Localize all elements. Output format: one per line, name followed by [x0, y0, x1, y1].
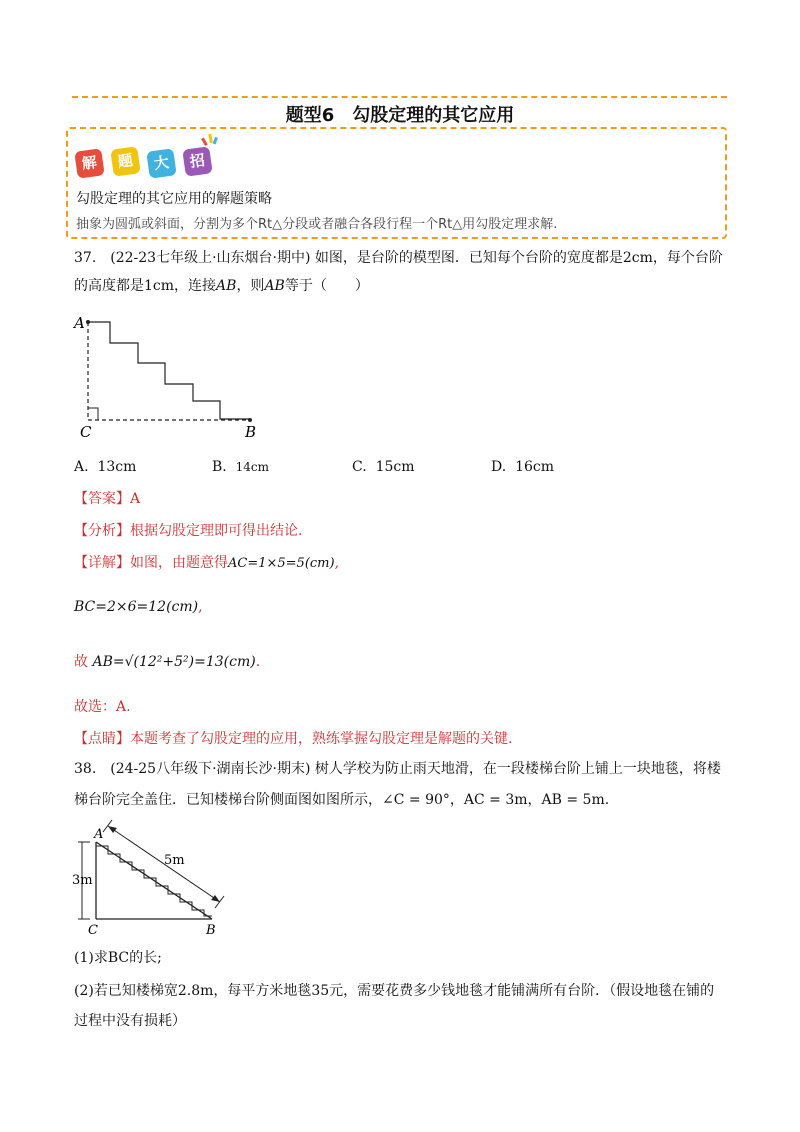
q38-part2-line2: 过程中没有损耗）: [74, 1013, 186, 1029]
q38-part2-line1: (2)若已知楼梯宽2.8m，每平方米地毯35元，需要花费多少钱地毯才能铺满所有台阶．（假设地毯在铺的: [74, 983, 715, 999]
label-b: B: [245, 423, 257, 440]
sparkle-icon: [200, 128, 220, 148]
section-title: 题型6 勾股定理的其它应用: [285, 105, 515, 126]
label-a: A: [74, 314, 85, 332]
q37-line2-mid: ，则: [236, 278, 265, 294]
stair-outline: [88, 322, 250, 419]
q37-stem-line1: 37. (22-23七年级上·山东烟台·期中) 如图，是台阶的模型图．已知每个台阶的宽度都是2cm，每个台阶: [74, 250, 723, 266]
q37-comment: 【点睛】本题考查了勾股定理的应用，熟练掌握勾股定理是解题的关键.: [74, 731, 513, 747]
badge-jie: 解: [74, 148, 104, 178]
label-3m: 3m: [72, 873, 93, 888]
tip-title: 勾股定理的其它应用的解题策略: [76, 191, 272, 207]
q38-stair-figure: [70, 820, 240, 940]
option-b: B. 14cm: [212, 459, 270, 475]
q37-line2-post: 等于（ ）: [284, 278, 369, 294]
q37-choose: 故选：A.: [74, 699, 131, 715]
detail-eq-ab: AB=√(12²+5²)=13(cm): [92, 654, 256, 670]
top-dashed-rule: [72, 96, 727, 98]
option-d: D. 16cm: [491, 459, 555, 475]
option-a: A. 13cm: [74, 459, 137, 475]
label-a: A: [94, 827, 104, 842]
option-c: C. 15cm: [352, 459, 415, 475]
badge-da: 大: [146, 148, 176, 178]
q38-stem-line2: 梯台阶完全盖住．已知楼梯台阶侧面图如图所示，∠C = 90°，AC = 3m，AB = 5m.: [74, 792, 610, 808]
label-c: C: [80, 423, 92, 440]
q37-ab-2: AB: [264, 278, 285, 294]
badge-ti: 题: [110, 146, 140, 176]
label-b: B: [206, 923, 216, 938]
q37-analysis: 【分析】根据勾股定理即可得出结论.: [74, 523, 303, 539]
q37-line2-pre: 的高度都是1cm，连接: [74, 278, 217, 294]
right-angle-mark: [88, 408, 98, 420]
detail-eq-ac: AC=1×5=5(cm): [228, 556, 335, 571]
badge-zhao: 招: [182, 146, 212, 176]
label-c: C: [88, 923, 98, 938]
detail-prefix: 【详解】如图，由题意得: [74, 555, 228, 571]
q37-detail-line1: 【详解】如图，由题意得AC=1×5=5(cm),: [74, 555, 340, 571]
q37-ab-1: AB: [216, 278, 237, 294]
q37-answer: 【答案】A: [74, 491, 141, 507]
detail-eq-bc: BC=2×6=12(cm): [74, 599, 199, 615]
q37-detail-line2: BC=2×6=12(cm),: [74, 599, 203, 615]
q37-stair-figure: [70, 310, 270, 440]
q37-stem-line2: [74, 276, 369, 296]
q37-detail-line3: 故 AB=√(12²+5²)=13(cm).: [74, 654, 261, 670]
label-5m: 5m: [164, 853, 185, 868]
q38-part1: (1)求BC的长;: [74, 950, 162, 966]
q38-stem-line1: 38. (24-25八年级下·湖南长沙·期末) 树人学校为防止雨天地滑，在一段楼梯台阶上铺上一块地毯，将楼: [74, 761, 721, 777]
tip-body: 抽象为圆弧或斜面，分割为多个Rt△分段或者融合各段行程一个Rt△用勾股定理求解.: [76, 217, 558, 232]
